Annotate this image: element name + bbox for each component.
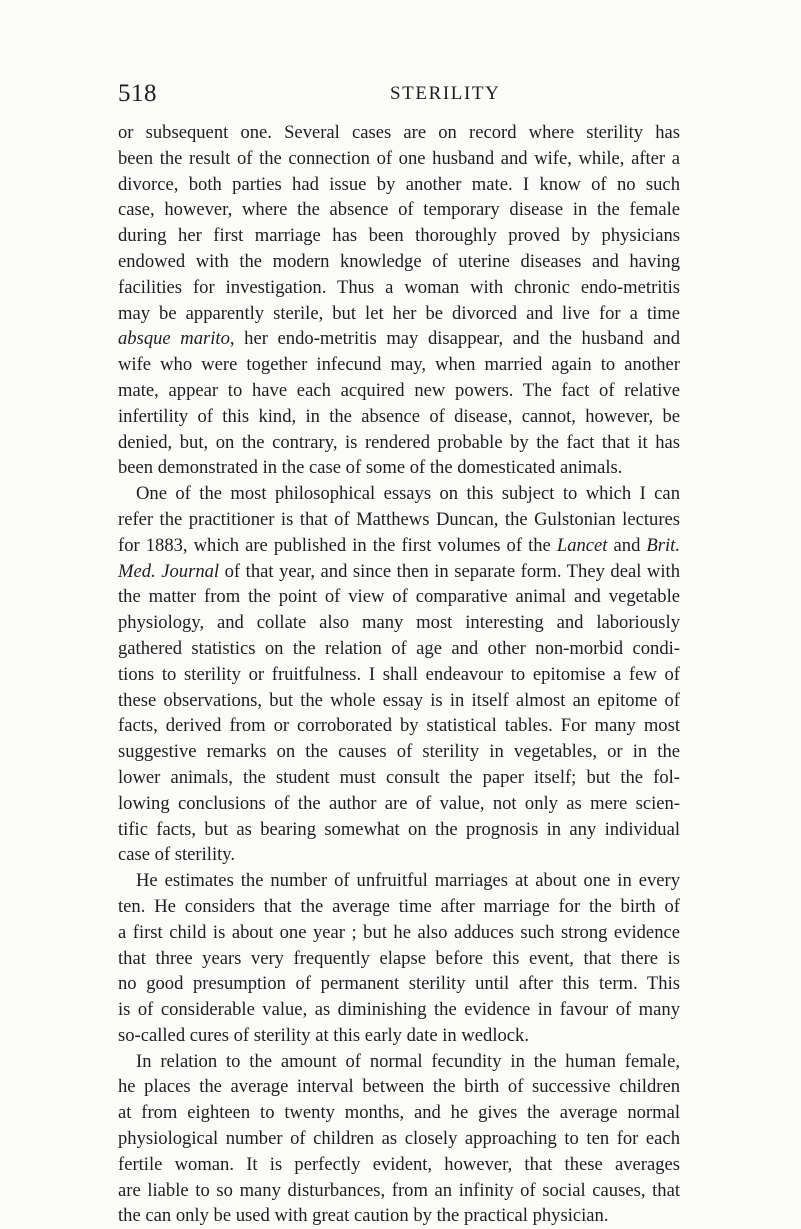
text-line: facilities for investigation. Thus a woman with chronic endo-metritis: [118, 276, 680, 298]
text-line: gathered statistics on the relation of age and other non-morbid condi-: [118, 637, 680, 659]
text-line: infertility of this kind, in the absence of disease, cannot, however, be: [118, 405, 680, 427]
paragraph: [118, 120, 680, 481]
text-line: at from eighteen to twenty months, and he gives the average normal: [118, 1102, 680, 1124]
text-line: Med. Journal of that year, and since then in separate form. They deal with: [118, 560, 680, 582]
text-line: divorce, both parties had issue by another mate. I know of no such: [118, 173, 680, 195]
text-line: is of considerable value, as diminishing the evidence in favour of many: [118, 999, 680, 1021]
text-line: ten. He considers that the average time after marriage for the birth of: [118, 895, 680, 917]
text-line: He estimates the number of unfruitful marriages at about one in every: [136, 870, 680, 892]
text-line: are liable to so many disturbances, from an infinity of social causes, that: [118, 1179, 680, 1201]
text-line: these observations, but the whole essay is in itself almost an epitome of: [118, 689, 680, 711]
text-line: so-called cures of sterility at this early date in wedlock.: [118, 1024, 529, 1046]
text-line: absque marito, her endo-metritis may disappear, and the husband and: [118, 328, 681, 350]
text-line: or subsequent one. Several cases are on record where sterility has: [118, 122, 680, 143]
body-text: [118, 120, 680, 1229]
text-line: been demonstrated in the case of some of the domesticated animals.: [118, 457, 623, 479]
text-line: fertile woman. It is perfectly evident, however, that these averages: [118, 1153, 680, 1175]
text-line: wife who were together infecund may, when married again to another: [118, 354, 680, 376]
text-line: that three years very frequently elapse before this event, that there is: [118, 947, 680, 969]
italic-phrase: Med. Journal: [118, 560, 220, 582]
text-line: the can only be used with great caution by the practical physician.: [118, 1205, 609, 1227]
text-line: lower animals, the student must consult the paper itself; but the fol-: [118, 766, 680, 788]
text-line: tific facts, but as bearing somewhat on the prognosis in any individual: [118, 818, 680, 840]
text-line: a first child is about one year ; but he also adduces such strong evidence: [118, 921, 680, 943]
text-line: no good presumption of permanent sterility until after this term. This: [118, 973, 680, 995]
paragraph: [118, 1049, 680, 1229]
italic-phrase: Lancet: [556, 534, 608, 556]
text-line: lowing conclusions of the author are of value, not only as mere scien-: [118, 792, 680, 814]
page-number: 518: [118, 80, 157, 107]
text-line: In relation to the amount of normal fecundity in the human female,: [136, 1050, 680, 1072]
paragraph: [118, 868, 680, 1049]
text-line: the matter from the point of view of comparative animal and vegetable: [118, 586, 680, 608]
running-head: STERILITY: [390, 83, 501, 104]
text-line: facts, derived from or corroborated by statistical tables. For many most: [118, 715, 680, 737]
text-line: for 1883, which are published in the first volumes of the Lancet and Brit.: [118, 534, 680, 556]
text-line: denied, but, on the contrary, is rendered probable by the fact that it has: [118, 431, 680, 453]
text-line: he places the average interval between the birth of successive children: [118, 1076, 680, 1098]
text-line: during her first marriage has been thoroughly proved by physicians: [118, 225, 680, 247]
paragraph: [118, 481, 680, 868]
italic-phrase: Brit.: [646, 534, 680, 556]
text-line: been the result of the connection of one husband and wife, while, after a: [118, 147, 680, 169]
text-line: physiological number of children as closely approaching to ten for each: [118, 1128, 680, 1150]
text-line: suggestive remarks on the causes of sterility in vegetables, or in the: [118, 741, 680, 763]
text-line: One of the most philosophical essays on this subject to which I can: [136, 483, 680, 505]
text-line: may be apparently sterile, but let her be divorced and live for a time: [118, 302, 680, 324]
page-header: [118, 80, 683, 108]
text-line: case of sterility.: [118, 844, 236, 866]
text-line: physiology, and collate also many most interesting and laboriously: [118, 612, 680, 634]
text-line: endowed with the modern knowledge of uterine diseases and having: [118, 250, 680, 272]
italic-phrase: absque marito: [118, 328, 230, 350]
text-line: tions to sterility or fruitfulness. I shall endeavour to epitomise a few of: [118, 663, 680, 685]
text-line: mate, appear to have each acquired new powers. The fact of relative: [118, 379, 680, 401]
text-line: case, however, where the absence of temporary disease in the female: [118, 199, 680, 221]
text-line: refer the practitioner is that of Matthews Duncan, the Gulstonian lectures: [118, 508, 680, 530]
